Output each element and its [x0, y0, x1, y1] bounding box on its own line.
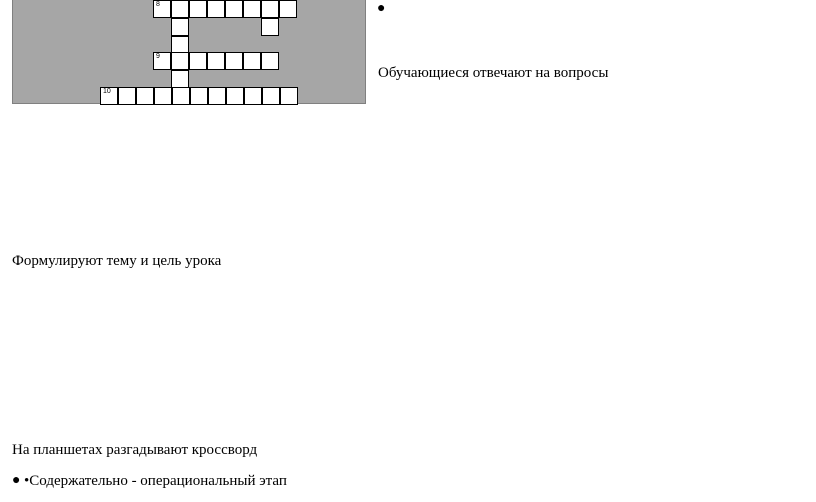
crossword-cell: [262, 87, 280, 105]
crossword-cell: [154, 87, 172, 105]
crossword-cell: [261, 0, 279, 18]
teacher-note-answers: Обучающиеся отвечают на вопросы: [378, 65, 609, 81]
clue-number: 9: [156, 53, 160, 60]
crossword-cell: [207, 52, 225, 70]
crossword-cell: [118, 87, 136, 105]
crossword-cell: [172, 87, 190, 105]
crossword-cell: [208, 87, 226, 105]
crossword-cell: [190, 87, 208, 105]
stage-heading: •Содержательно - операциональный этап: [24, 473, 287, 489]
crossword-cell: [171, 18, 189, 36]
crossword-cell: [279, 0, 297, 18]
crossword-cell: [153, 52, 171, 70]
crossword-cell: [243, 0, 261, 18]
crossword-cell: [171, 52, 189, 70]
bullet-icon: ●: [377, 1, 386, 16]
crossword-cell: [244, 87, 262, 105]
clue-number: 8: [156, 1, 160, 8]
crossword-cell: [225, 0, 243, 18]
crossword-cell: [100, 87, 118, 105]
crossword-cell: [225, 52, 243, 70]
crossword-cell: [171, 70, 189, 88]
crossword-cell: [280, 87, 298, 105]
crossword-cell: [136, 87, 154, 105]
clue-number: 10: [103, 88, 111, 95]
crossword-grid: [12, 0, 366, 104]
crossword-cell: [207, 0, 225, 18]
note-solve-crossword: На планшетах разгадывают кроссворд: [12, 442, 258, 458]
crossword-cell: [226, 87, 244, 105]
crossword-cell: [171, 0, 189, 18]
crossword-cell: [153, 0, 171, 18]
bullet-icon: ●: [12, 473, 21, 488]
note-formulate-topic: Формулируют тему и цель урока: [12, 253, 222, 269]
crossword-cell: [189, 52, 207, 70]
crossword-cell: [189, 0, 207, 18]
crossword-cell: [261, 18, 279, 36]
crossword-cell: [243, 52, 261, 70]
crossword-cell: [261, 52, 279, 70]
